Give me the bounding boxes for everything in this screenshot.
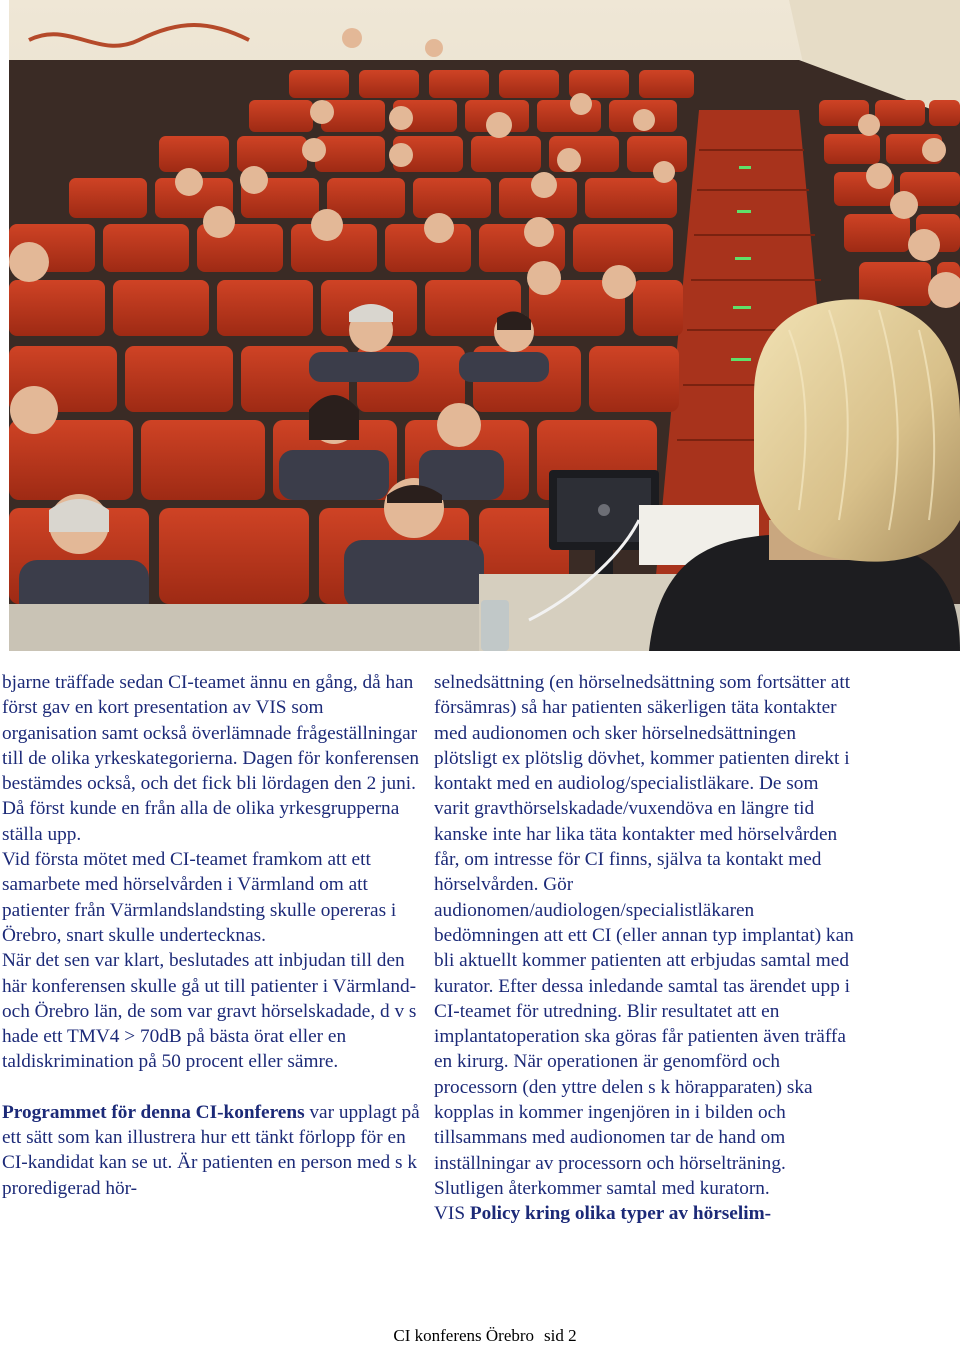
- right-column: [434, 670, 854, 1227]
- paragraph: bjarne träffade sedan CI-teamet ännu en gång, då han först gav en kort presentation av VIS som organisation samt också överlämnade frågeställningar till de olika yrkeskategorierna. Dagen för konferensen bestämdes också, och det fick bli lördagen den 2 juni. Då först kunde en från alla de olika yrkesgrupperna ställa upp.: [2, 672, 420, 845]
- paragraph: selnedsättning (en hörselnedsättning som fortsätter att försämras) så har patienten säkerligen täta kontakter med audionomen och sker hörselnedsättningen plötsligt ex plötslig dövhet, kommer patienten direkt i kontakt med en audiolog/specialistläkare. De som varit gravthörselskadade/vuxendöva en längre tid kanske inte har lika täta kontakter med hörselvården får, om intresse för CI finns, själva ta kontakt med hörselvården. Gör audionomen/audiologen/specialistläkaren bedömningen att ett CI (eller annan typ implantat) kan bli aktuellt kommer patienten att erbjudas samtal med kurator. Efter dessa inledande samtal tas ärendet upp i CI-teamet för utredning. Blir resultatet att en implantatoperation ska göras får patienten även träffa en kirurg. När operationen är genomförd och processorn (den yttre delen s k hörapparaten) ska kopplas in kommer ingenjören in i bilden och tillsammans med audionomen tar de hand om inställningar av processorn och hörselträning. Slutligen återkommer samtal med kuratorn.: [434, 672, 854, 1199]
- program-heading: Programmet för denna CI-konferens: [2, 1101, 305, 1123]
- paragraph: [434, 1201, 854, 1226]
- conference-photo: [9, 0, 960, 651]
- paragraph: När det sen var klart, beslutades att inbjudan till den här konferensen skulle gå ut till patienter i Värmland- och Örebro län, de som var gravt hörselskadade, d v s hade ett TMV4 > 70dB på bästa örat eller en taldiskrimination på 50 procent eller sämre.: [2, 950, 417, 1073]
- footer-title: CI konferens Örebro: [393, 1326, 535, 1345]
- page-number: sid 2: [544, 1326, 577, 1345]
- page-footer: [0, 1326, 960, 1346]
- paragraph: Vid första mötet med CI-teamet framkom att ett samarbete med hörselvården i Värmland om att patienter från Värmlandslandsting skulle opereras i Örebro, snart skulle undertecknas.: [2, 849, 397, 946]
- left-column: [2, 670, 420, 1201]
- policy-heading: Policy kring olika typer av hörselim-: [469, 1203, 772, 1225]
- paragraph-text: VIS: [434, 1203, 470, 1225]
- audience-illustration: [9, 0, 960, 651]
- paragraph: [2, 1100, 420, 1201]
- paragraph-gap: [2, 1075, 420, 1100]
- paragraph-text: var upplagt på ett sätt som kan illustrera hur ett tänkt förlopp för en CI-kandidat kan se ut. Är patienten en person med s k proredigerad hör-: [2, 1101, 420, 1199]
